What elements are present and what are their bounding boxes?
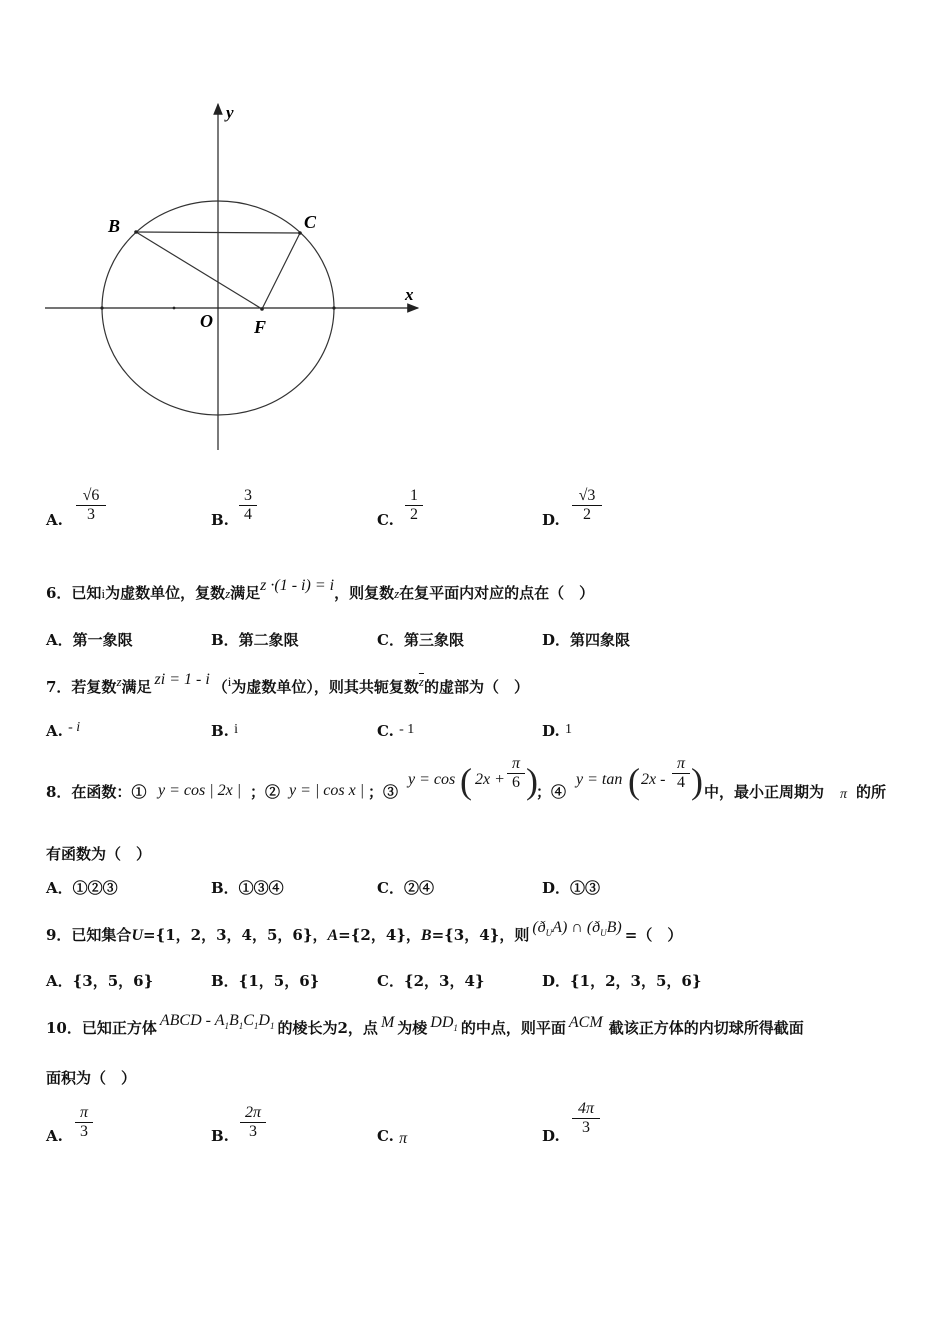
- q6-option-a: A．第一象限: [46, 631, 133, 649]
- q8-function-3-head: y = cos: [408, 771, 456, 788]
- q9-option-c: C．{2，3，4}: [377, 972, 485, 990]
- point-c: [298, 231, 302, 235]
- q5-c-den: 2: [410, 506, 418, 523]
- q5-option-c-fraction: [405, 487, 423, 524]
- q7-option-a: [46, 722, 80, 741]
- q9-expr-1: (ð: [532, 919, 546, 936]
- q10-sub: 1: [253, 1021, 259, 1032]
- q10-d-den: 3: [582, 1119, 590, 1136]
- q9-expr-2: A) ∩ (ð: [552, 919, 601, 936]
- q7-option-c: [377, 722, 414, 741]
- left-focus: [173, 307, 176, 310]
- q10-option-c: [377, 1127, 407, 1146]
- question-10: [46, 1012, 804, 1039]
- q8-text-5: 中，最小正周期为: [704, 783, 825, 801]
- q9-b: B: [420, 927, 432, 944]
- q6-i: i: [101, 586, 106, 601]
- q8-f3-fraction: [507, 755, 525, 792]
- q6-text-4: ，则复数: [334, 584, 395, 602]
- q9-option-a: A．{3，5，6}: [46, 972, 154, 990]
- q5-option-b-label: B.: [211, 511, 229, 529]
- q6-text-1: 6．已知: [46, 584, 102, 602]
- q8-function-2: y = | cos x |: [289, 782, 365, 799]
- q7-text-4: 为虚数单位），则其共轭复数: [231, 678, 419, 696]
- q9-b-set: ={3，4}，则: [431, 926, 530, 944]
- label-y: y: [226, 103, 234, 122]
- q10-a-den: 3: [80, 1123, 88, 1140]
- q9-option-d: D．{1，2，3，5，6}: [542, 972, 702, 990]
- point-f: [260, 307, 264, 311]
- q9-expr-3: B): [606, 919, 622, 936]
- q8-f3-num: π: [511, 755, 520, 772]
- q8-f4-num: π: [676, 755, 685, 772]
- q8-text-3: ；③: [368, 783, 399, 801]
- q7-option-b: [211, 722, 238, 741]
- q10-option-b-label: B.: [211, 1127, 229, 1145]
- segment-bc: [136, 232, 300, 233]
- q10-d-num: 4π: [577, 1100, 594, 1117]
- q10-sub: 1: [453, 1023, 458, 1034]
- q8-function-4-head: y = tan: [576, 771, 623, 788]
- q10-text-3: 为棱: [397, 1019, 428, 1037]
- q9-sub-u-1: U: [545, 928, 553, 939]
- q8-text-2: ；②: [250, 783, 281, 801]
- q7-text-3: （: [212, 678, 228, 696]
- question-9: [46, 919, 683, 946]
- q9-option-b: B．{1，5，6}: [211, 972, 320, 990]
- q8-f4-den: 4: [677, 774, 685, 791]
- q8-line-2: 有函数为（ ）: [46, 845, 152, 863]
- q10-cube-1: ABCD - A: [159, 1012, 225, 1029]
- q10-option-d-fraction: [572, 1100, 600, 1137]
- q5-d-den: 2: [583, 506, 591, 523]
- q5-b-num: 3: [244, 487, 252, 504]
- q8-f3-left-paren: (: [460, 761, 472, 801]
- q10-option-a-label: A.: [46, 1127, 63, 1145]
- q8-f3-right-paren: ): [526, 761, 538, 801]
- q8-f4-fraction: [672, 755, 690, 792]
- q10-text-5: 截该正方体的内切球所得截面: [608, 1019, 804, 1037]
- q8-option-b: B．①③④: [211, 879, 284, 897]
- q10-option-b-fraction: [240, 1104, 266, 1141]
- q10-option-a-fraction: [75, 1104, 93, 1141]
- right-vertex: [332, 306, 335, 309]
- q5-option-a-fraction: [76, 487, 106, 524]
- q7-z: z: [116, 674, 122, 689]
- q7-text-2: 满足: [121, 678, 152, 696]
- q10-b-den: 3: [249, 1123, 257, 1140]
- q10-m: M: [380, 1014, 395, 1031]
- q5-b-den: 4: [244, 506, 252, 523]
- q7-d-label: D.: [542, 722, 560, 740]
- q8-f4-right-paren: ): [691, 761, 703, 801]
- q9-sub-u-2: U: [600, 928, 607, 939]
- q8-function-4-arg: 2x -: [641, 771, 666, 788]
- q5-c-num: 1: [410, 487, 418, 504]
- label-b: B: [108, 216, 121, 236]
- segment-cf: [262, 233, 300, 309]
- q5-option-c-label: C.: [377, 511, 394, 529]
- q7-c-value: - 1: [399, 722, 415, 737]
- q8-f3-den: 6: [512, 774, 520, 791]
- q6-option-d: D．第四象限: [542, 631, 631, 649]
- q6-text-5: 在复平面内对应的点在（ ）: [399, 584, 595, 602]
- q9-a-set: ={2，4}，: [338, 926, 421, 944]
- q6-text-2: 为虚数单位，复数: [105, 584, 226, 602]
- q7-i: i: [227, 674, 232, 689]
- q7-text-5: 的虚部为（ ）: [423, 678, 529, 696]
- q10-acm: ACM: [568, 1014, 603, 1031]
- q8-pi: π: [840, 787, 848, 802]
- q7-equation: zi = 1 - i: [154, 671, 210, 688]
- q7-a-label: A.: [46, 722, 63, 740]
- q8-function-3-arg: 2x +: [475, 771, 505, 788]
- q6-equation: z ·(1 - i) = i: [260, 577, 335, 594]
- label-o: O: [200, 311, 213, 331]
- label-c: C: [304, 212, 317, 232]
- q8-option-c: C．②④: [377, 879, 434, 897]
- q6-option-c: C．第三象限: [377, 631, 464, 649]
- q10-line-2: 面积为（ ）: [46, 1069, 137, 1087]
- q10-text-4: 的中点，则平面: [460, 1019, 566, 1037]
- q10-sub: 1: [238, 1021, 244, 1032]
- q6-option-b: B．第二象限: [211, 631, 299, 649]
- q7-text-1: 7．若复数: [46, 678, 117, 696]
- q10-cube-4: D: [258, 1012, 270, 1029]
- q8-option-a: A．①②③: [46, 879, 118, 897]
- point-b: [134, 230, 138, 234]
- q9-a: A: [327, 927, 339, 944]
- q10-c-label: C.: [377, 1127, 394, 1145]
- q5-a-den: 3: [87, 506, 95, 523]
- q10-cube-2: B: [228, 1012, 239, 1029]
- q8-function-1: y = cos | 2x |: [158, 782, 242, 799]
- q10-option-d-label: D.: [542, 1127, 560, 1145]
- q8-text-1: 8．在函数：①: [46, 783, 147, 801]
- q5-d-num: √3: [578, 487, 596, 504]
- q10-cube: [157, 1012, 278, 1032]
- q10-text-2: 的棱长为2，点: [277, 1019, 378, 1037]
- q5-a-num: √6: [82, 487, 100, 504]
- segment-bf: [136, 232, 262, 309]
- q10-cube-3: C: [243, 1012, 254, 1029]
- q9-text: 9．已知集合: [46, 926, 132, 944]
- q7-c-label: C.: [377, 722, 394, 740]
- q5-option-a-label: A.: [46, 511, 63, 529]
- q9-text-end: =（ ）: [624, 926, 683, 944]
- q9-u-set: ={1，2，3，4，5，6}，: [143, 926, 328, 944]
- q7-option-d: [542, 722, 572, 741]
- question-6: [46, 577, 595, 603]
- q9-u: U: [131, 927, 144, 944]
- q10-b-num: 2π: [244, 1104, 261, 1121]
- q7-zbar: $\overline{z}$: [418, 674, 424, 689]
- q5-option-d-label: D.: [542, 511, 560, 529]
- q8-f4-left-paren: (: [628, 761, 640, 801]
- q10-c-value: π: [399, 1130, 408, 1147]
- question-7: [46, 671, 529, 697]
- q7-d-value: 1: [564, 722, 572, 737]
- q10-dd-text: DD: [430, 1014, 454, 1031]
- q6-text-3: 满足: [230, 584, 261, 602]
- q5-option-d-fraction: [572, 487, 602, 524]
- q6-z: z: [225, 586, 231, 601]
- q10-sub: 1: [224, 1021, 229, 1032]
- q7-a-value: - i: [68, 720, 81, 735]
- ellipse-figure: [40, 95, 430, 460]
- q10-a-num: π: [79, 1104, 88, 1121]
- q8-text-4: ；④: [536, 783, 567, 801]
- q6-z-2: z: [394, 586, 400, 601]
- label-x: x: [405, 285, 414, 304]
- q10-text-1: 10．已知正方体: [46, 1019, 157, 1037]
- q10-sub: 1: [269, 1021, 275, 1032]
- q5-option-b-fraction: [239, 487, 257, 524]
- q10-dd: [427, 1014, 461, 1034]
- left-vertex: [100, 306, 103, 309]
- q8-text-6: 的所: [856, 783, 887, 801]
- q7-b-label: B.: [211, 722, 229, 740]
- question-8: [0, 755, 950, 815]
- q9-expression: [529, 919, 624, 939]
- q8-option-d: D．①③: [542, 879, 601, 897]
- q7-b-value: i: [234, 722, 239, 737]
- label-f: F: [254, 317, 267, 337]
